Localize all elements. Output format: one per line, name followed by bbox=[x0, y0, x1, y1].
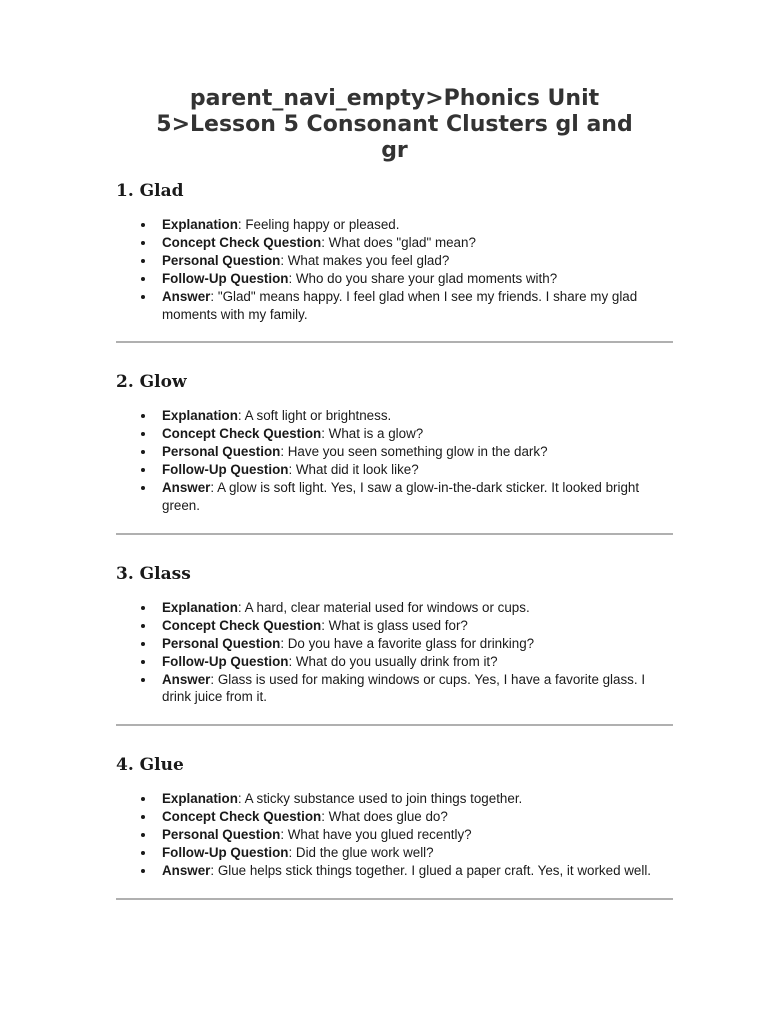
answer-item bbox=[162, 671, 673, 707]
item-text: : What does glue do? bbox=[321, 809, 448, 825]
item-label: Concept Check Question bbox=[162, 426, 322, 442]
item-text: : Glass is used for making windows or cups. Yes, I have a favorite glass. I drink juice from it. bbox=[162, 671, 646, 705]
explanation-item bbox=[162, 216, 673, 234]
item-label: Follow-Up Question bbox=[162, 653, 289, 669]
item-text: : Who do you share your glad moments with? bbox=[288, 270, 558, 286]
explanation-item bbox=[162, 599, 673, 617]
item-label: Explanation bbox=[162, 791, 238, 807]
item-label: Concept Check Question bbox=[162, 617, 322, 633]
follow-up-item bbox=[162, 653, 673, 671]
item-label: Explanation bbox=[162, 217, 238, 232]
item-label: Answer bbox=[162, 671, 211, 687]
item-text: : What is glass used for? bbox=[321, 617, 468, 633]
item-text: : Did the glue work well? bbox=[288, 845, 434, 861]
item-text: : A soft light or brightness. bbox=[237, 408, 392, 424]
section-divider bbox=[116, 724, 673, 726]
bullet-list bbox=[116, 407, 673, 514]
section-divider bbox=[116, 341, 673, 343]
section-heading: 1. Glad bbox=[116, 181, 184, 201]
item-text: : What did it look like? bbox=[288, 462, 419, 478]
item-label: Follow-Up Question bbox=[162, 462, 289, 478]
section-heading: 2. Glow bbox=[116, 372, 187, 393]
follow-up-item bbox=[162, 461, 673, 479]
item-text: : What is a glow? bbox=[321, 426, 424, 442]
item-text: : What makes you feel glad? bbox=[280, 252, 450, 268]
item-label: Explanation bbox=[162, 408, 238, 424]
section-glad bbox=[116, 180, 673, 343]
follow-up-item bbox=[162, 844, 673, 862]
explanation-item bbox=[162, 790, 673, 808]
item-label: Concept Check Question bbox=[162, 234, 322, 250]
section-divider bbox=[116, 898, 673, 900]
item-text: : What does "glad" mean? bbox=[321, 234, 476, 250]
answer-item bbox=[162, 862, 673, 880]
explanation-item bbox=[162, 407, 673, 425]
page-title: parent_navi_empty>Phonics Unit 5>Lesson 5 Consonant Clusters gl and gr bbox=[156, 86, 633, 163]
bullet-list bbox=[116, 790, 673, 880]
section-glue bbox=[116, 754, 673, 900]
section-heading: 4. Glue bbox=[116, 755, 184, 776]
item-label: Personal Question bbox=[162, 635, 281, 651]
item-label: Concept Check Question bbox=[162, 809, 322, 825]
item-label: Answer bbox=[162, 862, 211, 878]
concept-check-item bbox=[162, 617, 673, 635]
item-label: Follow-Up Question bbox=[162, 270, 289, 286]
section-glass bbox=[116, 563, 673, 726]
item-label: Personal Question bbox=[162, 252, 281, 268]
item-label: Follow-Up Question bbox=[162, 845, 289, 861]
item-label: Personal Question bbox=[162, 444, 281, 460]
item-label: Answer bbox=[162, 288, 211, 304]
document-page bbox=[116, 86, 673, 928]
item-label: Personal Question bbox=[162, 827, 281, 843]
concept-check-item bbox=[162, 234, 673, 252]
section-divider bbox=[116, 533, 673, 535]
item-text: : Do you have a favorite glass for drinking? bbox=[280, 635, 535, 651]
item-text: : Glue helps stick things together. I glued a paper craft. Yes, it worked well. bbox=[210, 862, 652, 878]
bullet-list bbox=[116, 599, 673, 706]
item-text: : Feeling happy or pleased. bbox=[237, 217, 400, 232]
follow-up-item bbox=[162, 270, 673, 288]
personal-question-item bbox=[162, 252, 673, 270]
item-text: : What have you glued recently? bbox=[280, 827, 472, 843]
section-glow bbox=[116, 371, 673, 534]
personal-question-item bbox=[162, 635, 673, 653]
concept-check-item bbox=[162, 425, 673, 443]
item-text: : A hard, clear material used for windows or cups. bbox=[237, 599, 530, 615]
answer-item bbox=[162, 288, 673, 324]
concept-check-item bbox=[162, 808, 673, 826]
item-text: : Have you seen something glow in the dark? bbox=[280, 444, 548, 460]
personal-question-item bbox=[162, 443, 673, 461]
item-text: : "Glad" means happy. I feel glad when I see my friends. I share my glad moments with my family. bbox=[162, 288, 638, 322]
bullet-list bbox=[116, 216, 673, 323]
item-label: Explanation bbox=[162, 599, 238, 615]
item-text: : A glow is soft light. Yes, I saw a glow-in-the-dark sticker. It looked bright green. bbox=[162, 480, 640, 513]
item-text: : A sticky substance used to join things together. bbox=[237, 791, 523, 807]
answer-item bbox=[162, 479, 673, 515]
section-heading: 3. Glass bbox=[116, 563, 191, 584]
item-text: : What do you usually drink from it? bbox=[288, 653, 498, 669]
item-label: Answer bbox=[162, 480, 211, 496]
personal-question-item bbox=[162, 826, 673, 844]
